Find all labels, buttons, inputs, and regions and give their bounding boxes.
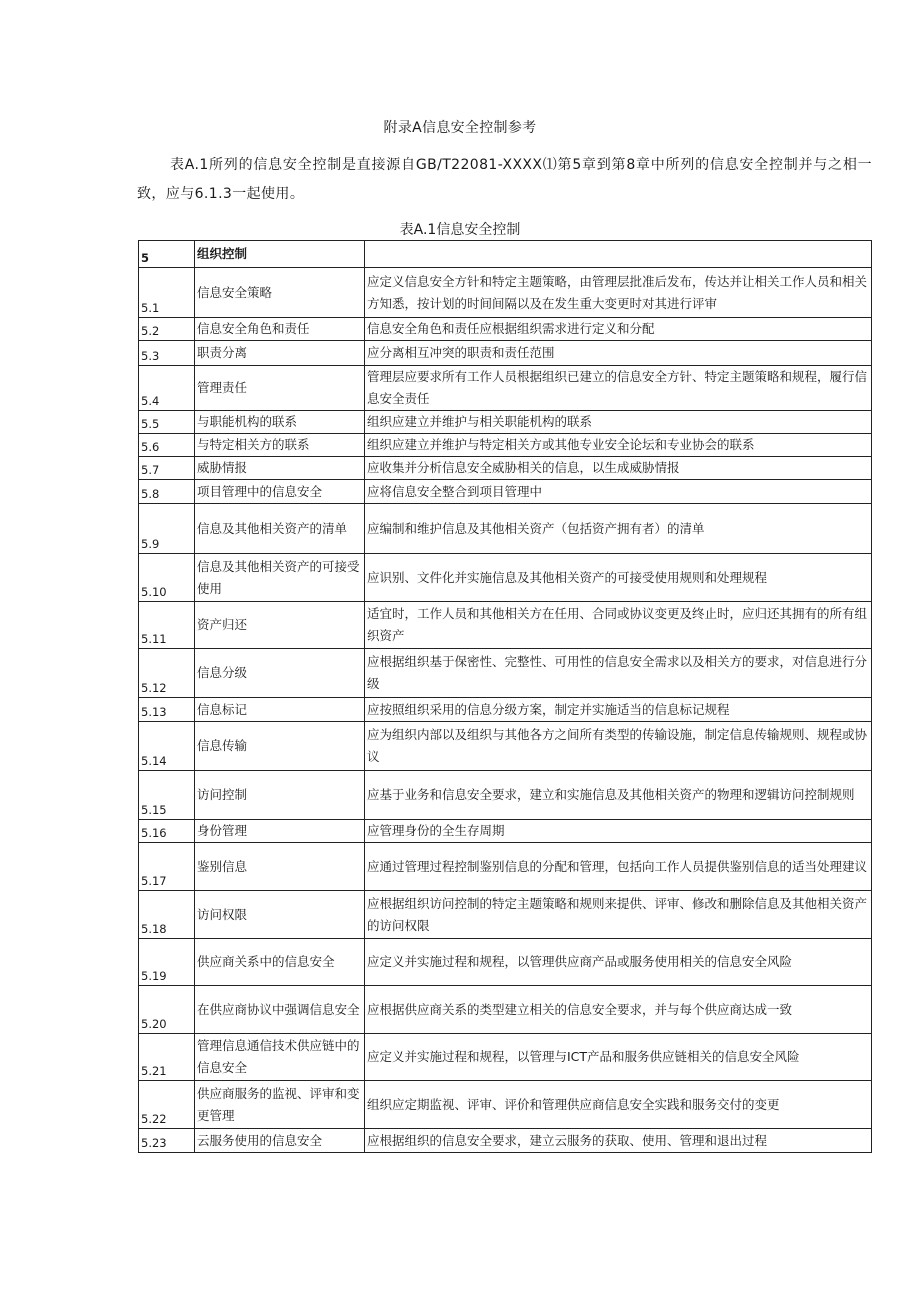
control-number: 5.17 — [139, 843, 195, 891]
table-row — [139, 457, 872, 480]
section-desc-empty — [365, 241, 872, 268]
control-description: 信息安全角色和责任应根据组织需求进行定义和分配 — [365, 318, 872, 341]
control-name: 与职能机构的联系 — [195, 411, 365, 434]
section-title: 组织控制 — [195, 241, 365, 268]
control-name: 供应商关系中的信息安全 — [195, 939, 365, 986]
control-number: 5.23 — [139, 1129, 195, 1153]
section-header-row — [139, 241, 872, 268]
control-number: 5.3 — [139, 341, 195, 366]
table-row — [139, 1081, 872, 1129]
table-row — [139, 366, 872, 411]
table-row — [139, 268, 872, 318]
control-description: 应收集并分析信息安全威胁相关的信息，以生成威胁情报 — [365, 457, 872, 480]
control-name: 职责分离 — [195, 341, 365, 366]
table-row — [139, 986, 872, 1034]
control-number: 5.2 — [139, 318, 195, 341]
control-name: 威胁情报 — [195, 457, 365, 480]
control-description: 应定义信息安全方针和特定主题策略，由管理层批准后发布，传达并让相关工作人员和相关方知悉，按计划的时间间隔以及在发生重大变更时对其进行评审 — [365, 268, 872, 318]
control-name: 项目管理中的信息安全 — [195, 480, 365, 504]
table-row — [139, 434, 872, 457]
control-number: 5.21 — [139, 1034, 195, 1081]
control-description: 应识别、文件化并实施信息及其他相关资产的可接受使用规则和处理规程 — [365, 554, 872, 602]
control-number: 5.22 — [139, 1081, 195, 1129]
control-number: 5.14 — [139, 722, 195, 771]
control-number: 5.10 — [139, 554, 195, 602]
control-description: 应根据组织基于保密性、完整性、可用性的信息安全需求以及相关方的要求，对信息进行分级 — [365, 649, 872, 698]
control-name: 信息安全角色和责任 — [195, 318, 365, 341]
control-number: 5.19 — [139, 939, 195, 986]
control-number: 5.18 — [139, 891, 195, 939]
control-description: 适宜时，工作人员和其他相关方在任用、合同或协议变更及终止时，应归还其拥有的所有组织资产 — [365, 602, 872, 649]
control-description: 管理层应要求所有工作人员根据组织已建立的信息安全方针、特定主题策略和规程，履行信息安全责任 — [365, 366, 872, 411]
table-caption: 表A.1信息安全控制 — [399, 222, 521, 238]
control-name: 信息标记 — [195, 698, 365, 722]
control-description: 应定义并实施过程和规程，以管理供应商产品或服务使用相关的信息安全风险 — [365, 939, 872, 986]
control-number: 5.20 — [139, 986, 195, 1034]
control-description: 应为组织内部以及组织与其他各方之间所有类型的传输设施，制定信息传输规则、规程或协议 — [365, 722, 872, 771]
table-row — [139, 341, 872, 366]
control-number: 5.8 — [139, 480, 195, 504]
table-row — [139, 602, 872, 649]
control-number: 5.9 — [139, 504, 195, 554]
control-description: 应按照组织采用的信息分级方案，制定并实施适当的信息标记规程 — [365, 698, 872, 722]
control-description: 应将信息安全整合到项目管理中 — [365, 480, 872, 504]
section-number: 5 — [139, 241, 195, 268]
table-row — [139, 480, 872, 504]
control-name: 信息安全策略 — [195, 268, 365, 318]
table-row — [139, 820, 872, 843]
control-name: 供应商服务的监视、评审和变更管理 — [195, 1081, 365, 1129]
control-description: 应根据供应商关系的类型建立相关的信息安全要求，并与每个供应商达成一致 — [365, 986, 872, 1034]
control-description: 组织应建立并维护与相关职能机构的联系 — [365, 411, 872, 434]
control-name: 信息及其他相关资产的可接受使用 — [195, 554, 365, 602]
table-row — [139, 1129, 872, 1153]
control-name: 信息及其他相关资产的清单 — [195, 504, 365, 554]
control-number: 5.16 — [139, 820, 195, 843]
table-row — [139, 649, 872, 698]
table-row — [139, 504, 872, 554]
control-number: 5.13 — [139, 698, 195, 722]
control-number: 5.1 — [139, 268, 195, 318]
control-name: 管理责任 — [195, 366, 365, 411]
table-row — [139, 1034, 872, 1081]
control-name: 信息分级 — [195, 649, 365, 698]
table-row — [139, 891, 872, 939]
control-description: 应根据组织的信息安全要求，建立云服务的获取、使用、管理和退出过程 — [365, 1129, 872, 1153]
control-number: 5.5 — [139, 411, 195, 434]
table-row — [139, 411, 872, 434]
control-number: 5.7 — [139, 457, 195, 480]
control-name: 资产归还 — [195, 602, 365, 649]
control-description: 应基于业务和信息安全要求，建立和实施信息及其他相关资产的物理和逻辑访问控制规则 — [365, 771, 872, 820]
control-name: 与特定相关方的联系 — [195, 434, 365, 457]
table-row — [139, 554, 872, 602]
controls-table — [138, 240, 872, 1153]
table-row — [139, 843, 872, 891]
control-number: 5.15 — [139, 771, 195, 820]
control-name: 在供应商协议中强调信息安全 — [195, 986, 365, 1034]
table-row — [139, 698, 872, 722]
control-name: 鉴别信息 — [195, 843, 365, 891]
control-description: 应通过管理过程控制鉴别信息的分配和管理，包括向工作人员提供鉴别信息的适当处理建议 — [365, 843, 872, 891]
control-number: 5.11 — [139, 602, 195, 649]
control-description: 应分离相互冲突的职责和责任范围 — [365, 341, 872, 366]
control-number: 5.6 — [139, 434, 195, 457]
control-name: 管理信息通信技术供应链中的信息安全 — [195, 1034, 365, 1081]
table-row — [139, 939, 872, 986]
control-name: 身份管理 — [195, 820, 365, 843]
control-description: 组织应定期监视、评审、评价和管理供应商信息安全实践和服务交付的变更 — [365, 1081, 872, 1129]
table-row — [139, 318, 872, 341]
control-name: 云服务使用的信息安全 — [195, 1129, 365, 1153]
control-description: 组织应建立并维护与特定相关方或其他专业安全论坛和专业协会的联系 — [365, 434, 872, 457]
control-description: 应编制和维护信息及其他相关资产（包括资产拥有者）的清单 — [365, 504, 872, 554]
appendix-title: 附录A信息安全控制参考 — [383, 120, 537, 136]
control-description: 应定义并实施过程和规程，以管理与ICT产品和服务供应链相关的信息安全风险 — [365, 1034, 872, 1081]
table-row — [139, 722, 872, 771]
table-row — [139, 771, 872, 820]
control-description: 应管理身份的全生存周期 — [365, 820, 872, 843]
control-description: 应根据组织访问控制的特定主题策略和规则来提供、评审、修改和删除信息及其他相关资产的访问权限 — [365, 891, 872, 939]
control-name: 信息传输 — [195, 722, 365, 771]
intro-paragraph: 表A.1所列的信息安全控制是直接源自GB/T22081-XXXX⑴第5章到第8章中所列的信息安全控制并与之相一致，应与6.1.3一起使用。 — [137, 157, 872, 202]
control-number: 5.12 — [139, 649, 195, 698]
control-number: 5.4 — [139, 366, 195, 411]
control-name: 访问控制 — [195, 771, 365, 820]
control-name: 访问权限 — [195, 891, 365, 939]
